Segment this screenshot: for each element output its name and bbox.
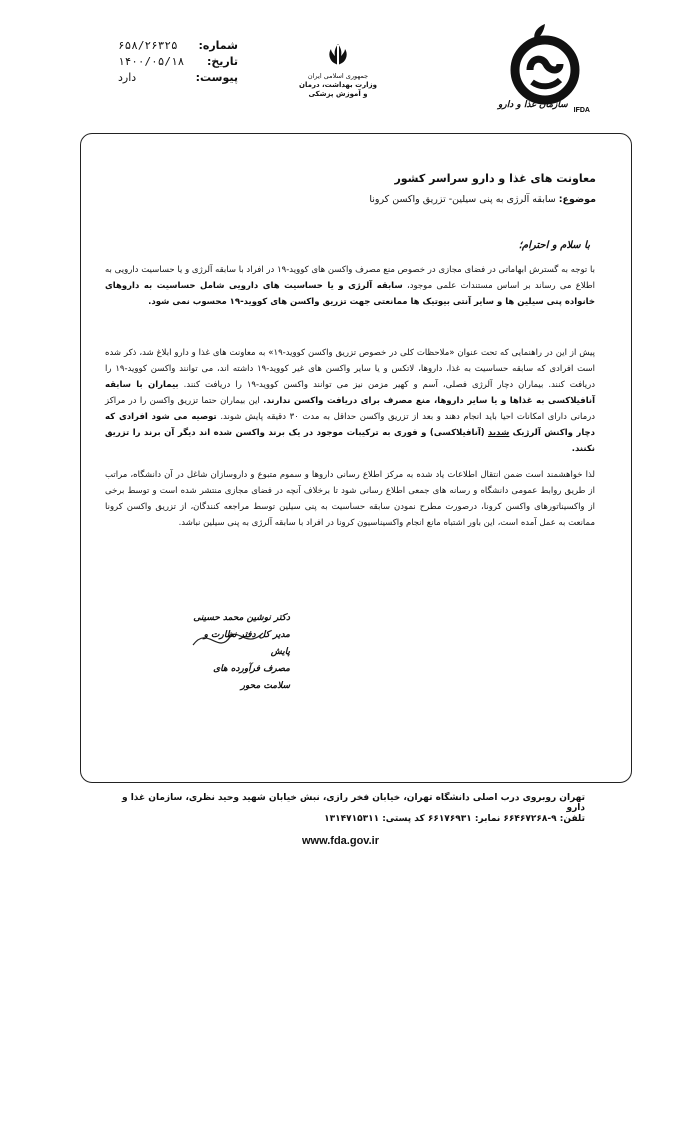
recipient: معاونت های غذا و دارو سراسر کشور	[394, 172, 596, 185]
paragraph-2-text-2: این بیماران حتما تزریق واکسن را در مراکز درمانی دارای امکانات احیا باید انجام دهند و بعد از تزریق واکسن حداقل به مدت ۳۰ دقیقه پایش شوند.	[105, 396, 596, 422]
footer-address: تهران روبروی درب اصلی دانشگاه تهران، خیابان فخر رازی، نبش خیابان شهید وحید نظری، سازمان غذا و دارو	[121, 793, 585, 813]
attachment-value: دارد	[118, 71, 137, 84]
ministry-line-2: وزارت بهداشت، درمان	[299, 81, 377, 89]
paragraph-2-bold-2: توصیه می شود افرادی که دچار واکنش آلرژیک	[105, 412, 595, 438]
paragraph-2-bold-3: (آنافیلاکسی) و فوری به ترکیبات موجود در یک برند واکسن شده اند دیگر آن برند را تزریق نکنند.	[105, 428, 595, 454]
subject-text: سابقه آلرژی به پنی سیلین- تزریق واکسن کرونا	[369, 194, 556, 205]
number-label: شماره:	[198, 39, 238, 52]
signatory-title-1: مدیر کل دفتر نظارت و پایش	[203, 630, 290, 657]
salutation: با سلام و احترام؛	[518, 240, 590, 251]
subject-line	[90, 194, 596, 205]
paragraph-2-underlined: شدید	[487, 428, 510, 438]
signatory-title-2: مصرف فرآورده های سلامت محور	[213, 664, 290, 691]
iran-emblem-icon	[325, 42, 351, 68]
fda-caption: سازمان غذا و دارو	[498, 100, 568, 110]
attachment-label: پیوست:	[195, 71, 238, 84]
signatory-name: دکتر نوشین محمد حسینی	[193, 613, 290, 623]
paragraph-1-bold: سابقه آلرژی و یا حساسیت های دارویی شامل حساسیت به داروهای خانواده پنی سیلین ها و سایر آنتی بیوتیک ها ممانعتی جهت تزریق واکسن های کووید-۱۹ محسوب نمی شود.	[105, 281, 595, 307]
paragraph-3: لذا خواهشمند است ضمن انتقال اطلاعات یاد شده به مرکز اطلاع رسانی داروها و سموم متبوع و داروسازان شاغل در آن دانشگاه، مراتب از طریق روابط عمومی دانشگاه و رسانه های جمعی اطلاع رسانی شود تا برخلاف آنچه در فضای مجازی منتشر شده است و توسط برخی از واکسیناتورهای واکسن کرونا، درصورت مطرح نمودن سابقه حساسیت به پنی سیلین توسط مراجعه کنندگان، از تزریق واکسن کرونا ممانعت به عمل آمده است، این باور اشتباه مانع انجام واکسیناسیون کرونا در افراد با سابقه آلرژی به پنی سیلین نباشد.	[105, 470, 595, 528]
paragraph-2-bold-1: بیماران با سابقه آنافیلاکسی به غذاها و یا سایر داروها، منع مصرف برای دریافت واکسن ندارند.	[105, 380, 595, 406]
ministry-line-1: جمهوری اسلامی ایران	[307, 72, 369, 80]
letter-meta	[118, 38, 238, 86]
letter-frame	[80, 133, 632, 783]
ministry-block	[288, 42, 388, 99]
signature-block	[190, 610, 290, 695]
date-value: ۱۴۰۰/۰۵/۱۸	[118, 55, 185, 68]
footer-phones: تلفن: ۹-۶۶۴۶۷۲۶۸ نمابر: ۶۶۱۷۶۹۳۱ کد پستی: ۱۳۱۴۷۱۵۳۱۱	[324, 814, 585, 824]
fda-abbr: IFDA	[573, 107, 590, 114]
paragraph-1	[105, 262, 595, 310]
subject-label: موضوع:	[558, 194, 596, 205]
paragraph-2	[105, 345, 595, 457]
date-label: تاریخ:	[206, 55, 238, 68]
paragraph-2-text: پیش از این در راهنمایی که تحت عنوان «ملاحظات کلی در خصوص تزریق واکسن کووید-۱۹» به معاونت های غذا و دارو ابلاغ شد، ذکر شده است افرادی که سابقه حساسیت به غذا، داروها، لاتکس و یا سایر واکسن های غیر کووید-۱۹ داشته اند، می توانند واکسن کووید-۱۹ را دریافت کنند. بیماران دچار آلرژی فصلی، آسم و کهیر مزمن نیز می توانند واکسن کووید-۱۹ را دریافت کنند.	[105, 348, 595, 390]
number-value: ۶۵۸/۲۶۳۲۵	[118, 39, 178, 52]
paragraph-1-text: با توجه به گسترش ابهاماتی در فضای مجازی در خصوص منع مصرف واکسن های کووید-۱۹ در افراد با سابقه آلرژی و یا حساسیت دارویی به اطلاع می رساند بر اساس مستندات علمی موجود،	[105, 265, 595, 291]
ministry-line-3: و آموزش پزشکی	[308, 90, 368, 98]
footer-website-link[interactable]: www.fda.gov.ir	[301, 835, 379, 847]
